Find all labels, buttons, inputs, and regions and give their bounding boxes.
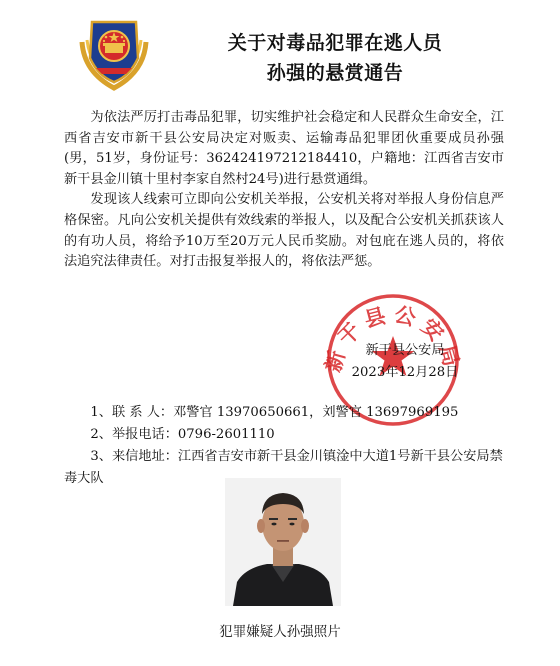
title-line-2: 孙强的悬赏通告: [266, 62, 404, 84]
report-phone: 2、举报电话：0796-2601110: [90, 427, 275, 442]
signature-block: [330, 340, 480, 384]
police-emblem-icon: [74, 12, 154, 92]
photo-caption: 犯罪嫌疑人孙强照片: [219, 624, 341, 640]
person-silhouette-icon: [225, 478, 341, 606]
issue-date: 2023年12月28日: [351, 365, 459, 380]
suspect-photo: [225, 478, 341, 606]
notice-title: [170, 28, 500, 88]
contact-list: [64, 402, 504, 490]
title-line-1: 关于对毒品犯罪在逃人员: [227, 32, 443, 54]
mail-address: 3、来信地址：江西省吉安市新干县金川镇淦中大道1号新干县公安局禁毒大队: [64, 449, 503, 486]
seal-text: 新干县公安局: [320, 301, 466, 375]
notice-body: [64, 108, 504, 273]
body-paragraph-1: 为依法严厉打击毒品犯罪，切实维护社会稳定和人民群众生命安全，江西省吉安市新干县公安局决定对贩卖、运输毒品犯罪团伙重要成员孙强(男，51岁，身份证号：362424197212184410，户籍地：江西省吉安市新干县金川镇十里村李家自然村24号)进行悬赏通缉。: [64, 110, 504, 187]
body-paragraph-2: 发现该人线索可立即向公安机关举报，公安机关将对举报人身份信息严格保密。凡向公安机关提供有效线索的举报人，以及配合公安机关抓获该人的有功人员，将给予10万至20万元人民币奖励。对包庇在逃人员的，将依法追究法律责任。对打击报复举报人的，将依法严惩。: [64, 192, 504, 270]
contact-persons: 1、联 系 人：邓警官 13970650661，刘警官 13697969195: [90, 405, 459, 420]
issuer-name: 新干县公安局: [365, 343, 445, 358]
